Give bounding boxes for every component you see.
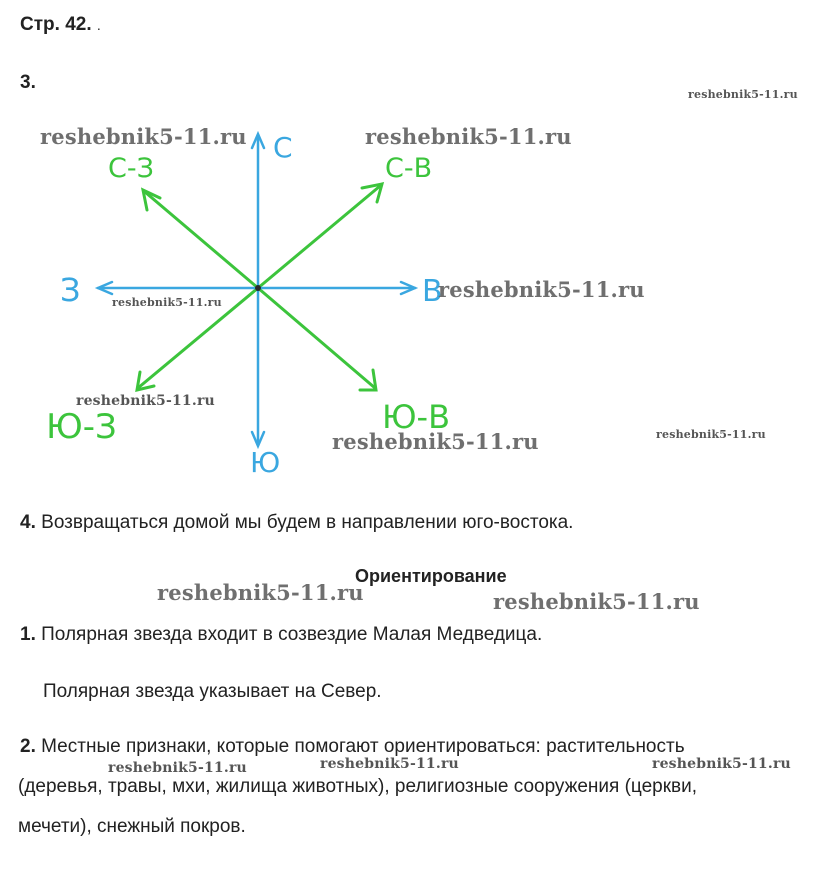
question-1-line-2: Полярная звезда указывает на Север.: [43, 681, 382, 702]
northwest-arrow-line: [145, 192, 258, 288]
watermark: reshebnik5-11.ru: [688, 88, 798, 101]
center-point: [255, 285, 261, 291]
watermark: reshebnik5-11.ru: [157, 580, 364, 605]
question-2-number: 2.: [20, 736, 36, 757]
exercise-4: [20, 504, 573, 542]
watermark: reshebnik5-11.ru: [652, 756, 791, 772]
watermark: reshebnik5-11.ru: [365, 124, 572, 149]
watermark: reshebnik5-11.ru: [112, 296, 222, 309]
northwest-label: С-З: [108, 153, 154, 184]
section-title: Ориентирование: [355, 566, 507, 586]
north-label: С: [273, 131, 293, 164]
exercise-4-number: 4.: [20, 512, 36, 533]
page-number-dot: .: [96, 17, 101, 33]
southeast-label: Ю-В: [382, 398, 450, 436]
south-label: Ю: [250, 446, 281, 479]
watermark: reshebnik5-11.ru: [493, 589, 700, 614]
question-1: [20, 616, 542, 654]
northeast-arrow-line: [258, 186, 380, 288]
watermark: reshebnik5-11.ru: [76, 393, 215, 409]
question-1-line-1: Полярная звезда входит в созвездие Малая Медведица.: [41, 624, 543, 645]
question-2-line-3: мечети), снежный покров.: [18, 816, 246, 837]
exercise-4-text: Возвращаться домой мы будем в направлении юго-востока.: [41, 512, 574, 533]
page-number: [20, 14, 101, 36]
watermark: reshebnik5-11.ru: [320, 756, 459, 772]
question-2-line-1: Местные признаки, которые помогают ориентироваться: растительность: [41, 736, 685, 757]
east-label: В: [422, 274, 443, 309]
northeast-label: С-В: [385, 153, 433, 184]
page-number-text: Стр. 42.: [20, 14, 92, 35]
west-label: З: [60, 271, 81, 309]
watermark: reshebnik5-11.ru: [656, 428, 766, 441]
southwest-label: Ю-З: [46, 407, 117, 447]
exercise-3-number: 3.: [20, 72, 36, 93]
watermark: reshebnik5-11.ru: [332, 429, 539, 454]
question-2-line-2: (деревья, травы, мхи, жилища животных), религиозные сооружения (церкви,: [18, 776, 698, 797]
question-1-number: 1.: [20, 624, 36, 645]
southeast-arrow-line: [258, 288, 375, 388]
watermark: reshebnik5-11.ru: [40, 124, 247, 149]
watermark: reshebnik5-11.ru: [108, 760, 247, 776]
compass-rose-drawing: [30, 110, 450, 480]
watermark: reshebnik5-11.ru: [438, 277, 645, 302]
